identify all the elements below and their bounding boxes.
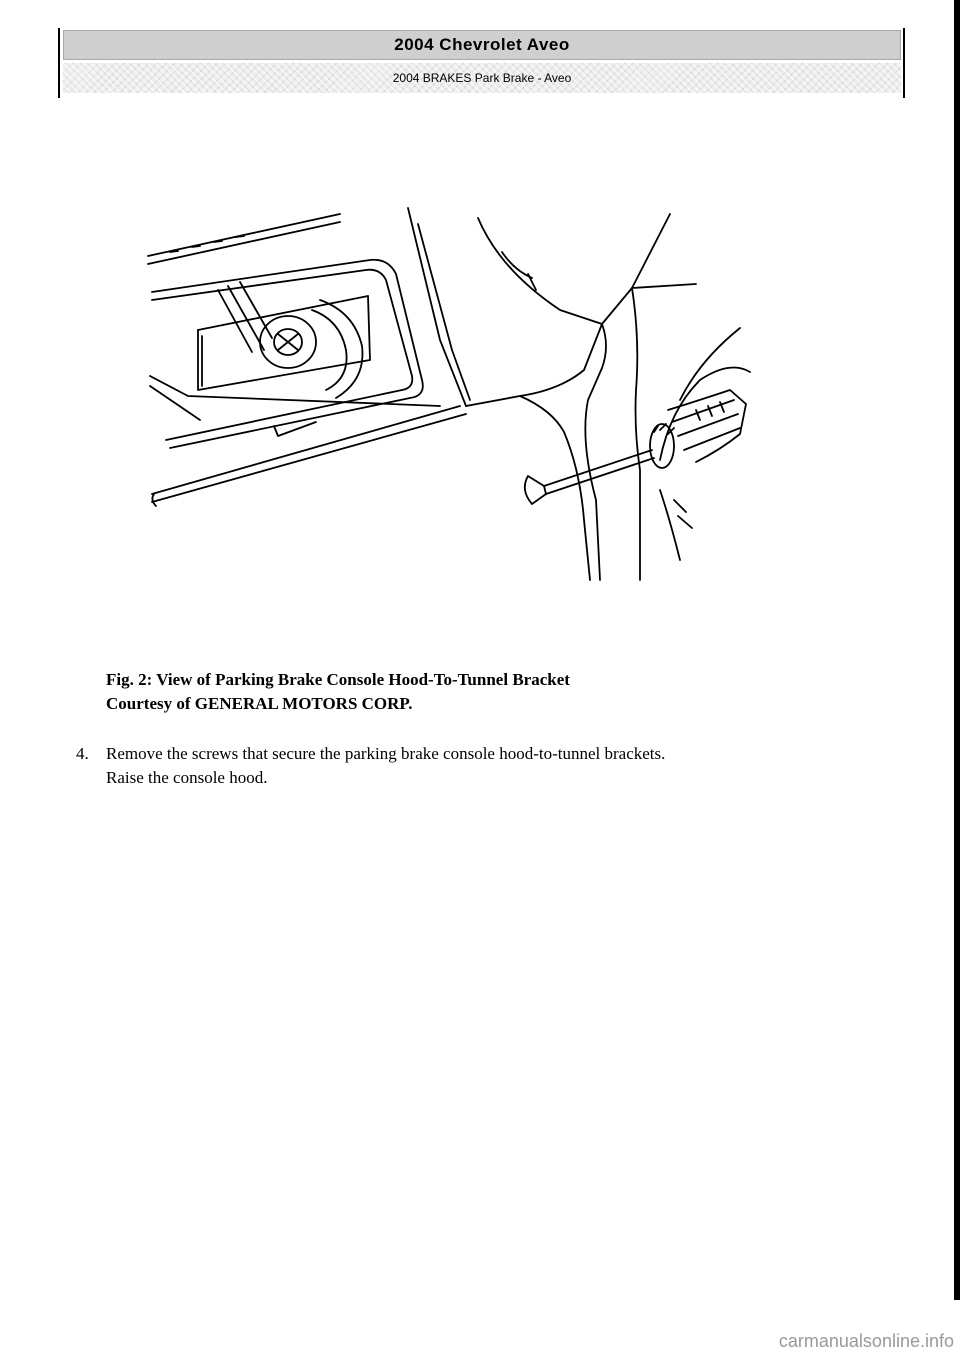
figure-caption-title: Fig. 2: View of Parking Brake Console Hood-To-Tunnel Bracket xyxy=(106,670,570,689)
step-text-line2: Raise the console hood. xyxy=(106,768,268,787)
page-border-right xyxy=(903,28,905,98)
step-number: 4. xyxy=(76,744,89,763)
page-edge-right xyxy=(954,0,960,1300)
header-subtitle: 2004 BRAKES Park Brake - Aveo xyxy=(63,63,901,93)
page-header xyxy=(63,30,901,93)
parking-brake-drawing xyxy=(140,200,760,590)
procedure-step xyxy=(76,742,876,790)
figure-illustration xyxy=(140,200,760,590)
figure-caption xyxy=(106,668,570,716)
watermark: carmanualsonline.info xyxy=(778,1331,954,1351)
figure-caption-courtesy: Courtesy of GENERAL MOTORS CORP. xyxy=(106,694,413,713)
header-title: 2004 Chevrolet Aveo xyxy=(63,30,901,60)
page-border-left xyxy=(58,28,60,98)
step-text-line1: Remove the screws that secure the parking brake console hood-to-tunnel brackets. xyxy=(106,744,666,763)
